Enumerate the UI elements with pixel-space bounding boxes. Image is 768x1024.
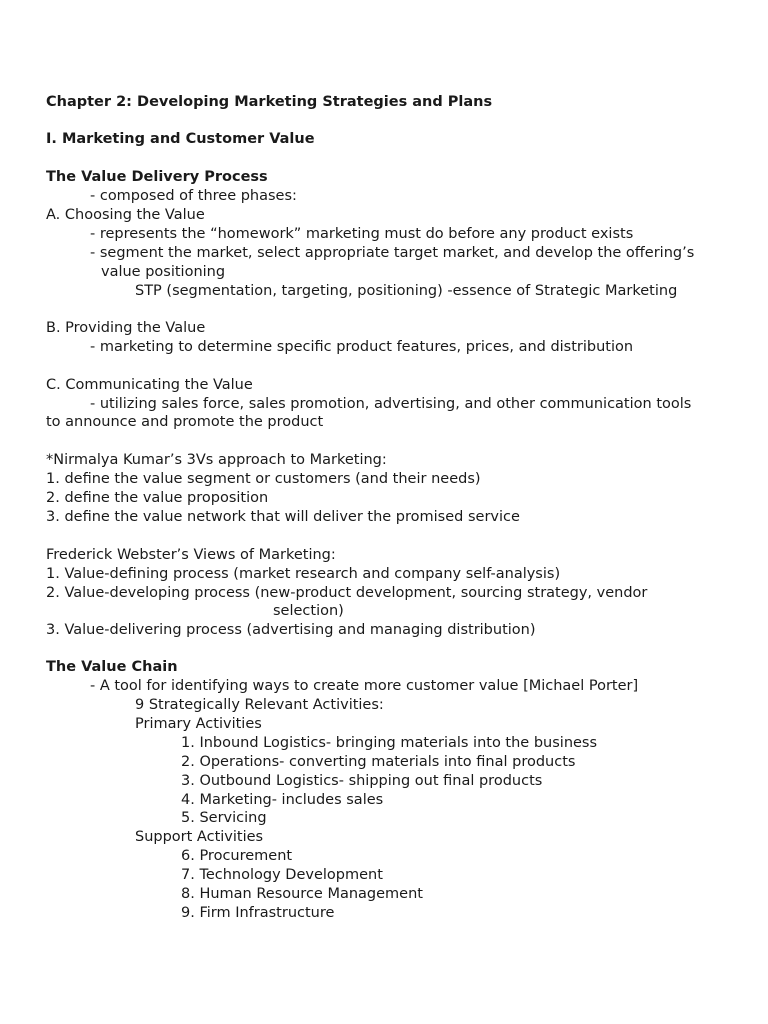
webster-item-1: 1. Value-defining process (market research and company self-analysis) — [46, 566, 561, 582]
support-activity-7: 7. Technology Development — [181, 867, 383, 883]
phase-a-stp: STP (segmentation, targeting, positioning) -essence of Strategic Marketing — [135, 283, 678, 299]
phase-a-point-2-continued: value positioning — [101, 264, 226, 280]
webster-item-2: 2. Value-developing process (new-product development, sourcing strategy, vendor — [46, 585, 648, 601]
primary-activity-4: 4. Marketing- includes sales — [181, 792, 384, 808]
primary-activity-1: 1. Inbound Logistics- bringing materials into the business — [181, 735, 598, 751]
value-delivery-intro: - composed of three phases: — [90, 188, 297, 204]
kumar-item-1: 1. define the value segment or customers (and their needs) — [46, 471, 481, 487]
webster-item-3: 3. Value-delivering process (advertising and managing distribution) — [46, 622, 536, 638]
primary-activity-5: 5. Servicing — [181, 810, 267, 826]
kumar-item-2: 2. define the value proposition — [46, 490, 269, 506]
kumar-item-3: 3. define the value network that will deliver the promised service — [46, 509, 520, 525]
phase-c-point-1: - utilizing sales force, sales promotion, advertising, and other communication tools — [90, 396, 692, 412]
support-activity-6: 6. Procurement — [181, 848, 293, 864]
primary-activity-3: 3. Outbound Logistics- shipping out final products — [181, 773, 543, 789]
phase-a-point-1: - represents the “homework” marketing must do before any product exists — [90, 226, 634, 242]
phase-a-title: A. Choosing the Value — [46, 207, 205, 223]
webster-item-2-continued: selection) — [273, 603, 344, 619]
phase-a-point-2: - segment the market, select appropriate target market, and develop the offering’s — [90, 245, 695, 261]
support-activity-8: 8. Human Resource Management — [181, 886, 423, 902]
value-chain-heading: The Value Chain — [46, 659, 178, 675]
phase-b-title: B. Providing the Value — [46, 320, 206, 336]
activities-title: 9 Strategically Relevant Activities: — [135, 697, 384, 713]
phase-c-point-1-continued: to announce and promote the product — [46, 414, 324, 430]
value-delivery-heading: The Value Delivery Process — [46, 169, 268, 185]
value-chain-intro: - A tool for identifying ways to create more customer value [Michael Porter] — [90, 678, 639, 694]
section-heading-marketing-customer-value: I. Marketing and Customer Value — [46, 131, 315, 147]
chapter-title: Chapter 2: Developing Marketing Strategies and Plans — [46, 94, 493, 110]
support-activities-title: Support Activities — [135, 829, 264, 845]
kumar-title: *Nirmalya Kumar’s 3Vs approach to Marketing: — [46, 452, 387, 468]
primary-activity-2: 2. Operations- converting materials into final products — [181, 754, 576, 770]
phase-b-point-1: - marketing to determine specific product features, prices, and distribution — [90, 339, 634, 355]
primary-activities-title: Primary Activities — [135, 716, 262, 732]
phase-c-title: C. Communicating the Value — [46, 377, 253, 393]
webster-title: Frederick Webster’s Views of Marketing: — [46, 547, 336, 563]
support-activity-9: 9. Firm Infrastructure — [181, 905, 335, 921]
